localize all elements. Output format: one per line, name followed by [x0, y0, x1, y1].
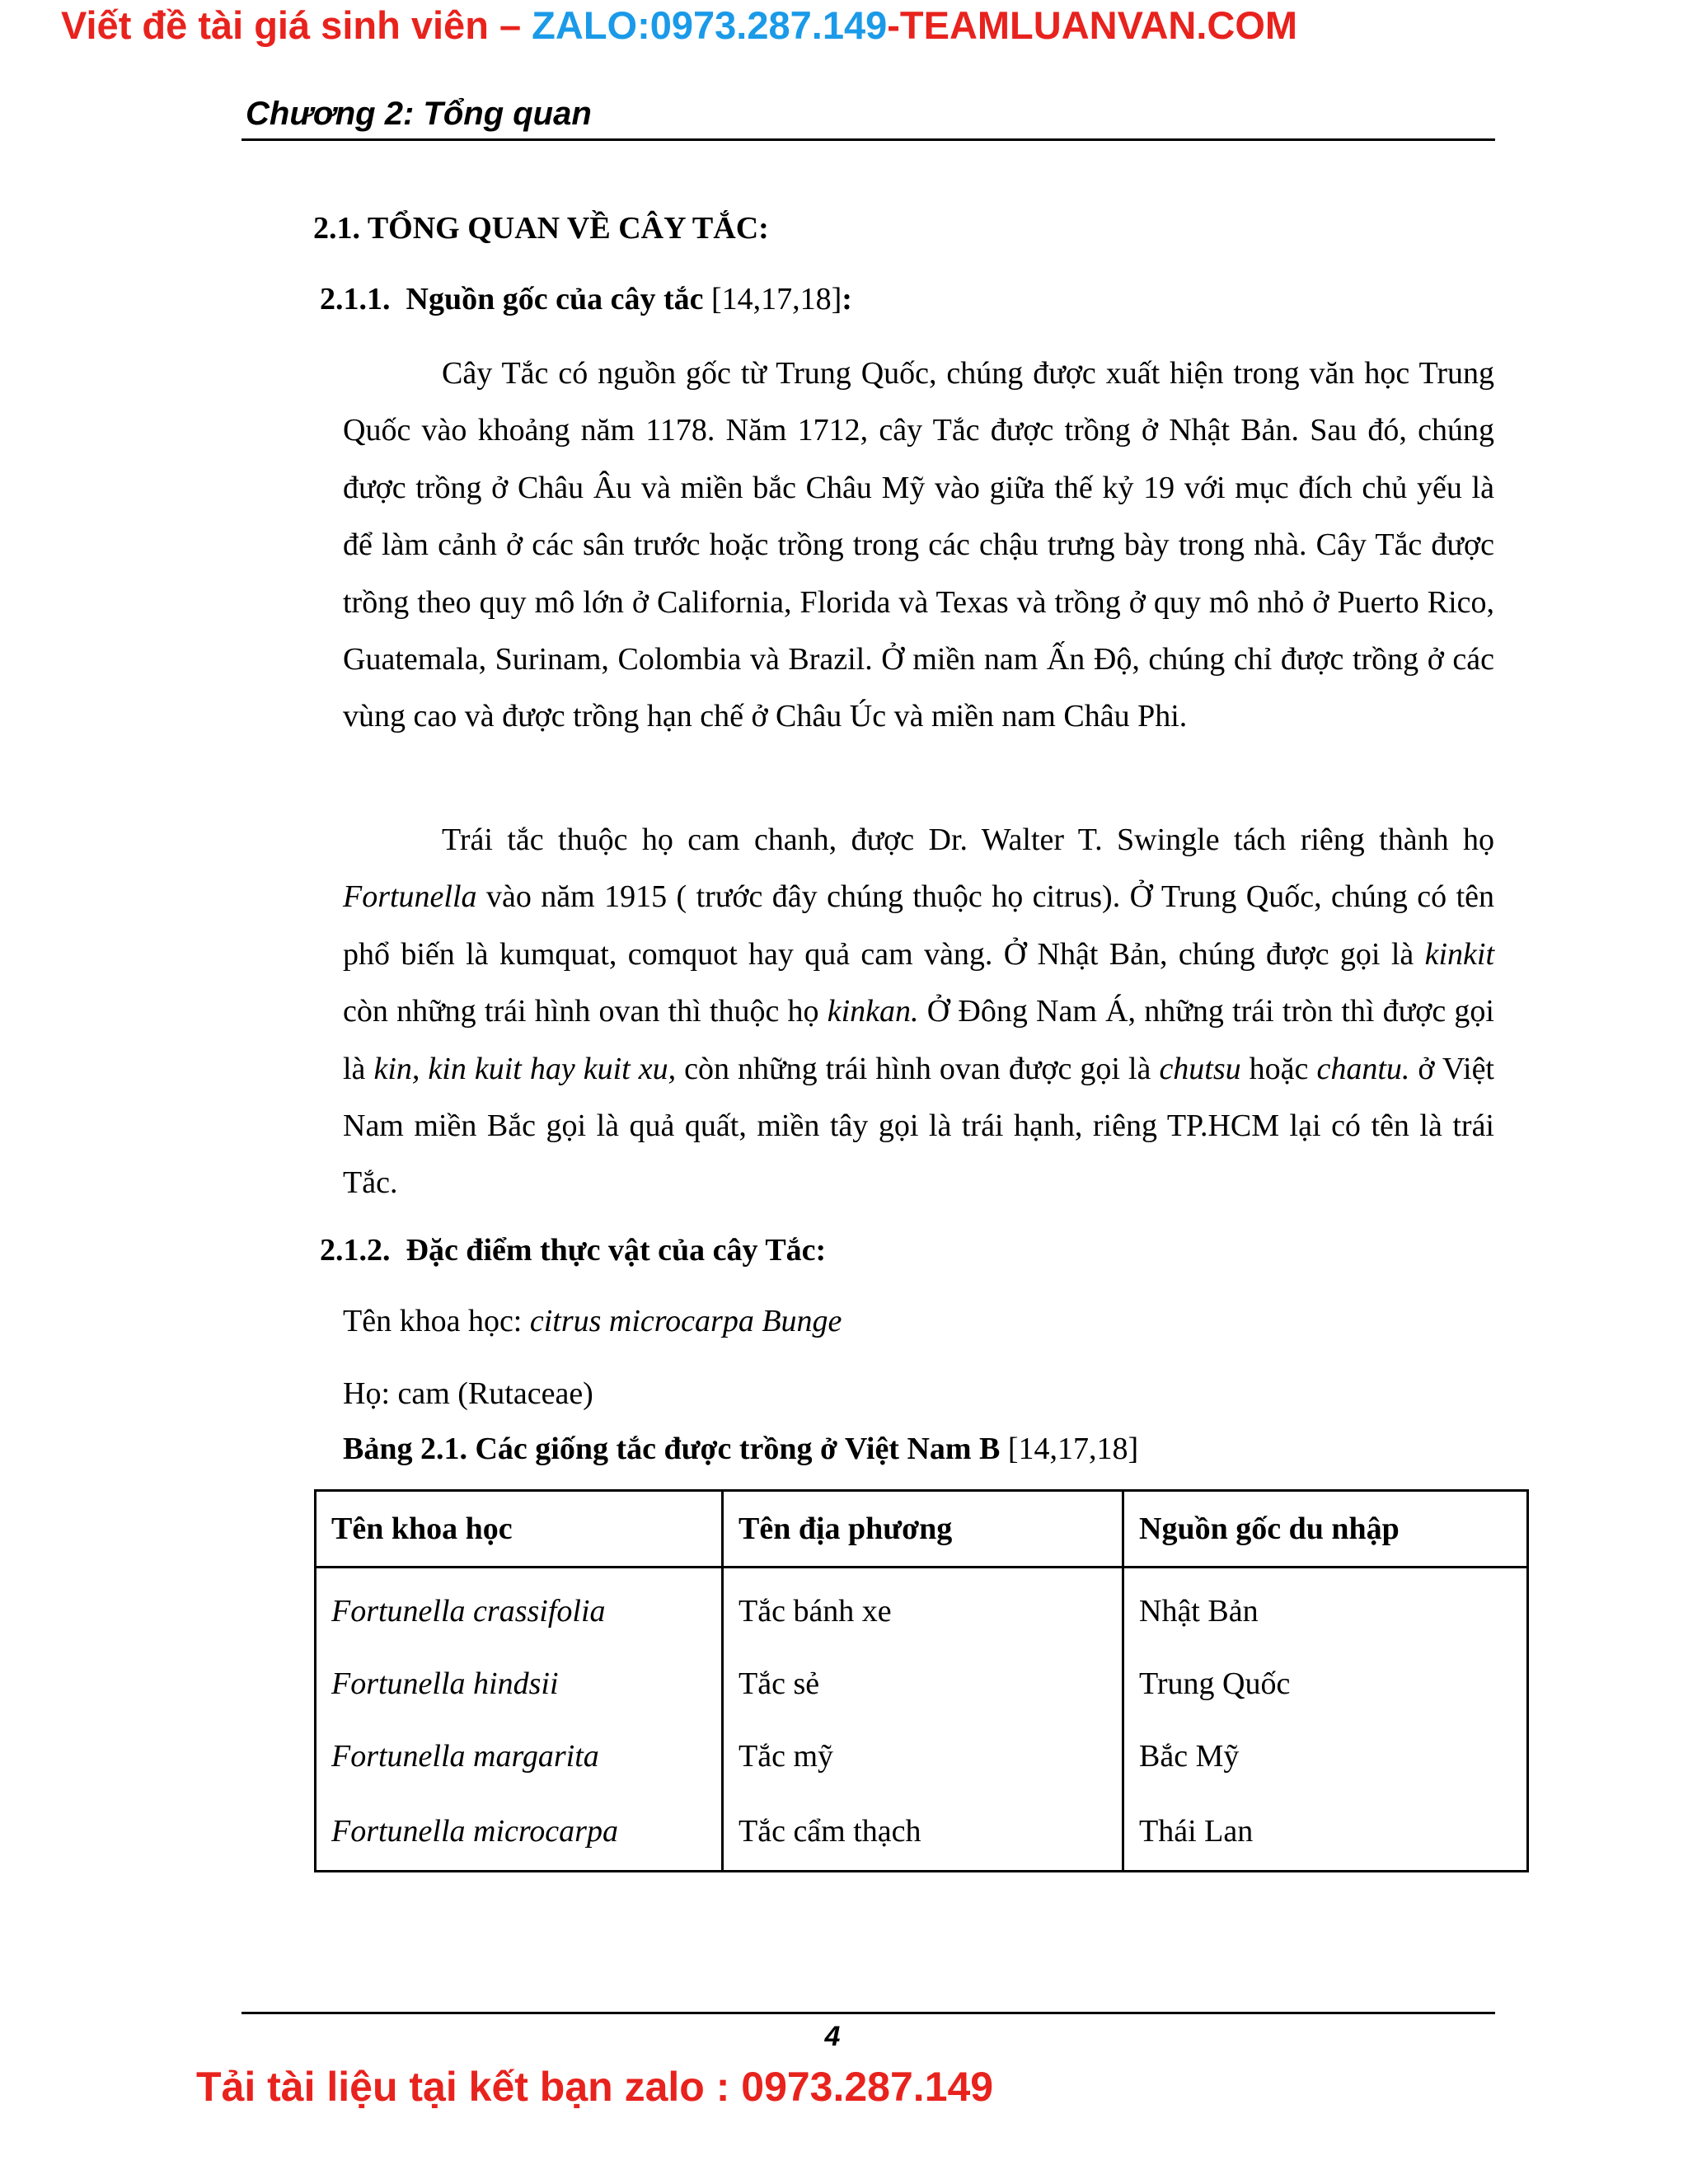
bottom-promo-banner: Tải tài liệu tại kết bạn zalo : 0973.287.149 [196, 2064, 994, 2110]
scientific-name-label: Tên khoa học: [343, 1304, 530, 1338]
paragraph-fruit-names [343, 812, 1494, 1212]
table-caption-ref: [14,17,18] [1000, 1432, 1139, 1466]
scientific-name-line [343, 1301, 842, 1342]
p2-italic-4: kin, kin kuit hay kuit xu, [373, 1051, 677, 1086]
table-cell: Trung Quốc [1123, 1647, 1528, 1720]
subsection-number: 2.1.1. [320, 282, 391, 316]
paragraph-origin: Cây Tắc có nguồn gốc từ Trung Quốc, chúng được xuất hiện trong văn học Trung Quốc vào khoảng năm 1178. Năm 1712, cây Tắc được trồng ở Nhật Bản. Sau đó, chúng được trồng ở Châu Âu và miền bắc Châu Mỹ vào giữa thế kỷ 19 với mục đích chủ yếu là để làm cảnh ở các sân trước hoặc trồng trong các chậu trưng bày trong nhà. Cây Tắc được trồng theo quy mô lớn ở California, Florida và Texas và trồng ở quy mô nhỏ ở Puerto Rico, Guatemala, Surinam, Colombia và Brazil. Ở miền nam Ấn Độ, chúng chỉ được trồng ở các vùng cao và được trồng hạn chế ở Châu Úc và miền nam Châu Phi. [343, 356, 1494, 734]
table-cell: Thái Lan [1123, 1793, 1528, 1872]
footer-divider [241, 2012, 1495, 2014]
subsection-title: Nguồn gốc của cây tắc [406, 282, 704, 316]
header-divider [241, 138, 1495, 141]
table-cell: Fortunella crassifolia [316, 1568, 723, 1648]
table-header-cell: Nguồn gốc du nhập [1123, 1491, 1528, 1568]
table-cell: Tắc sẻ [723, 1647, 1123, 1720]
table-cell: Bắc Mỹ [1123, 1720, 1528, 1793]
table-header-row [316, 1491, 1528, 1568]
table-cell: Fortunella margarita [316, 1720, 723, 1793]
table-row [316, 1720, 1528, 1793]
subsection-colon: : [842, 282, 852, 316]
table-caption-title: Bảng 2.1. Các giống tắc được trồng ở Việt Nam B [343, 1432, 1001, 1466]
table-cell: Nhật Bản [1123, 1568, 1528, 1648]
table-cell: Fortunella microcarpa [316, 1793, 723, 1872]
table-cell: Tắc cẩm thạch [723, 1793, 1123, 1872]
banner-top-text: Viết đề tài giá sinh viên – [61, 3, 532, 47]
p2-text-6: hoặc [1240, 1051, 1317, 1086]
subsection-2-title: Đặc điểm thực vật của cây Tắc: [406, 1233, 827, 1268]
p2-text-7: ở Việt Nam miền Bắc gọi là quả quất, miền tây gọi là trái hạnh, riêng TP.HCM lại có tên là trái Tắc. [343, 1051, 1494, 1201]
table-cell: Tắc mỹ [723, 1720, 1123, 1793]
table-header-cell: Tên khoa học [316, 1491, 723, 1568]
p2-italic-1: Fortunella [343, 879, 477, 915]
subsection-heading-origin [320, 279, 852, 320]
family-line: Họ: cam (Rutaceae) [343, 1376, 593, 1411]
scientific-name-value: citrus microcarpa Bunge [529, 1304, 842, 1338]
p2-text-4: Ở Đông Nam Á, những trái tròn thì được gọi là [343, 994, 1494, 1086]
varieties-table [314, 1489, 1529, 1872]
p2-text-3: còn những trái hình ovan thì thuộc họ [343, 994, 828, 1029]
subsection-heading-botany [320, 1230, 826, 1271]
p2-italic-3: kinkan. [827, 994, 919, 1029]
table-header-cell: Tên địa phương [723, 1491, 1123, 1568]
table-row [316, 1568, 1528, 1648]
p2-italic-2: kinkit [1424, 936, 1494, 972]
table-row [316, 1793, 1528, 1872]
top-promo-banner [61, 0, 1297, 51]
section-heading: 2.1. TỔNG QUAN VỀ CÂY TẮC: [313, 211, 769, 246]
table-row [316, 1647, 1528, 1720]
table-cell: Tắc bánh xe [723, 1568, 1123, 1648]
chapter-header: Chương 2: Tổng quan [246, 96, 592, 132]
subsection-2-number: 2.1.2. [320, 1233, 391, 1268]
banner-top-zalo: ZALO:0973.287.149 [532, 3, 888, 47]
table-caption [343, 1428, 1138, 1469]
p2-text-1: Trái tắc thuộc họ cam chanh, được Dr. Walter T. Swingle tách riêng thành họ [442, 823, 1494, 857]
subsection-ref: [14,17,18] [703, 282, 842, 316]
p2-italic-5: chutsu [1159, 1051, 1241, 1086]
table-cell: Fortunella hindsii [316, 1647, 723, 1720]
p2-text-2: vào năm 1915 ( trước đây chúng thuộc họ citrus). Ở Trung Quốc, chúng có tên phổ biến là kumquat, comquot hay quả cam vàng. Ở Nhật Bản, chúng được gọi là [343, 879, 1494, 972]
p2-text-5: còn những trái hình ovan được gọi là [676, 1051, 1160, 1086]
page-number: 4 [824, 2021, 841, 2052]
banner-top-site: -TEAMLUANVAN.COM [887, 3, 1298, 47]
p2-italic-6: chantu. [1316, 1051, 1410, 1086]
